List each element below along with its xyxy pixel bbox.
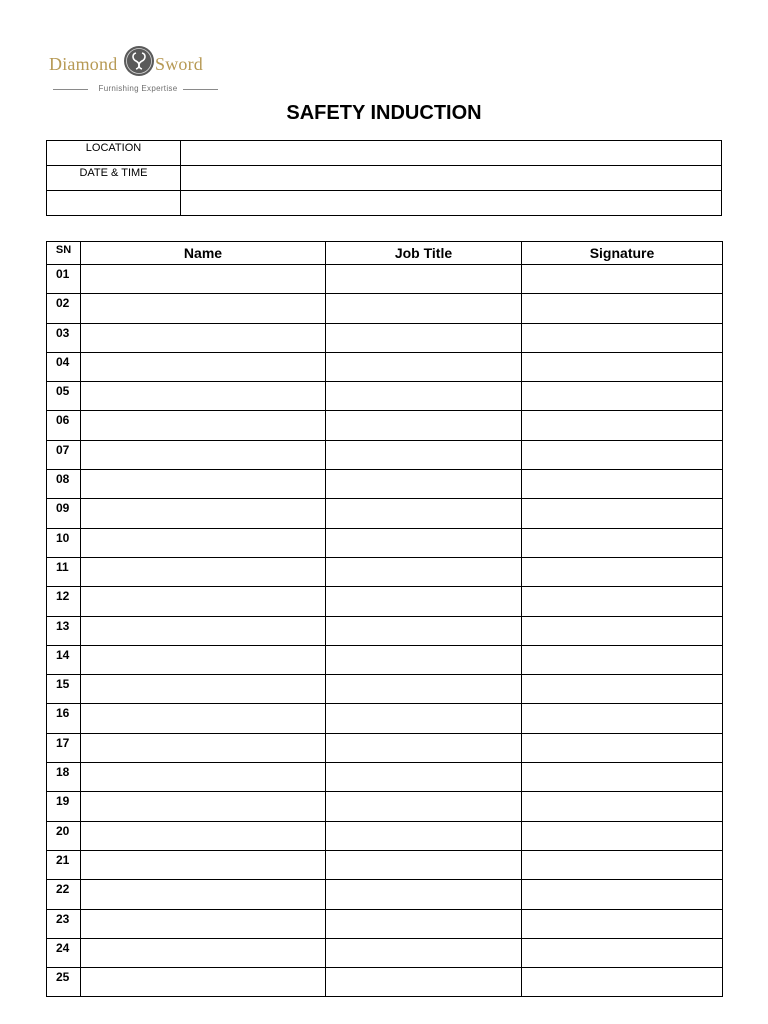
signature-cell[interactable] <box>522 821 723 850</box>
job-title-cell[interactable] <box>326 411 522 440</box>
row-sn: 08 <box>47 470 81 499</box>
attendance-rows <box>47 265 723 997</box>
signature-cell[interactable] <box>522 938 723 967</box>
job-title-cell[interactable] <box>326 528 522 557</box>
signature-cell[interactable] <box>522 909 723 938</box>
job-title-cell[interactable] <box>326 850 522 879</box>
table-row <box>47 528 723 557</box>
info-row-location <box>47 141 722 166</box>
signature-cell[interactable] <box>522 645 723 674</box>
name-cell[interactable] <box>81 968 326 997</box>
row-sn: 20 <box>47 821 81 850</box>
info-row-blank <box>47 191 722 216</box>
name-cell[interactable] <box>81 616 326 645</box>
name-cell[interactable] <box>81 821 326 850</box>
logo-wordmark-right: Sword <box>155 54 204 74</box>
signature-cell[interactable] <box>522 265 723 294</box>
table-row <box>47 821 723 850</box>
table-row <box>47 850 723 879</box>
job-title-cell[interactable] <box>326 821 522 850</box>
name-cell[interactable] <box>81 645 326 674</box>
table-row <box>47 323 723 352</box>
row-sn: 03 <box>47 323 81 352</box>
signature-cell[interactable] <box>522 968 723 997</box>
job-title-cell[interactable] <box>326 880 522 909</box>
table-row <box>47 909 723 938</box>
signature-cell[interactable] <box>522 675 723 704</box>
tagline-divider-right <box>183 89 218 90</box>
row-sn: 18 <box>47 763 81 792</box>
name-cell[interactable] <box>81 704 326 733</box>
job-title-cell[interactable] <box>326 294 522 323</box>
signature-cell[interactable] <box>522 440 723 469</box>
job-title-cell[interactable] <box>326 616 522 645</box>
row-sn: 10 <box>47 528 81 557</box>
company-logo <box>48 42 218 98</box>
signature-cell[interactable] <box>522 850 723 879</box>
name-cell[interactable] <box>81 352 326 381</box>
name-cell[interactable] <box>81 440 326 469</box>
table-row <box>47 557 723 586</box>
location-label: LOCATION <box>47 141 181 166</box>
name-cell[interactable] <box>81 323 326 352</box>
job-title-cell[interactable] <box>326 323 522 352</box>
table-row <box>47 499 723 528</box>
row-sn: 04 <box>47 352 81 381</box>
table-row <box>47 704 723 733</box>
location-field[interactable] <box>181 141 722 166</box>
attendance-header-row <box>47 242 723 265</box>
table-row <box>47 733 723 762</box>
table-row <box>47 382 723 411</box>
table-row <box>47 440 723 469</box>
row-sn: 23 <box>47 909 81 938</box>
job-title-cell[interactable] <box>326 675 522 704</box>
attendance-table <box>46 241 723 997</box>
signature-cell[interactable] <box>522 294 723 323</box>
signature-cell[interactable] <box>522 352 723 381</box>
job-title-column-header: Job Title <box>326 242 522 265</box>
job-title-cell[interactable] <box>326 587 522 616</box>
signature-cell[interactable] <box>522 528 723 557</box>
signature-cell[interactable] <box>522 557 723 586</box>
job-title-cell[interactable] <box>326 557 522 586</box>
table-row <box>47 968 723 997</box>
job-title-cell[interactable] <box>326 909 522 938</box>
name-column-header: Name <box>81 242 326 265</box>
signature-cell[interactable] <box>522 792 723 821</box>
signature-cell[interactable] <box>522 323 723 352</box>
signature-cell[interactable] <box>522 880 723 909</box>
row-sn: 14 <box>47 645 81 674</box>
table-row <box>47 792 723 821</box>
job-title-cell[interactable] <box>326 382 522 411</box>
name-cell[interactable] <box>81 675 326 704</box>
name-cell[interactable] <box>81 909 326 938</box>
signature-cell[interactable] <box>522 499 723 528</box>
table-row <box>47 587 723 616</box>
job-title-cell[interactable] <box>326 968 522 997</box>
row-sn: 09 <box>47 499 81 528</box>
name-cell[interactable] <box>81 792 326 821</box>
job-title-cell[interactable] <box>326 763 522 792</box>
name-cell[interactable] <box>81 499 326 528</box>
table-row <box>47 294 723 323</box>
signature-cell[interactable] <box>522 704 723 733</box>
blank-label <box>47 191 181 216</box>
name-cell[interactable] <box>81 470 326 499</box>
row-sn: 19 <box>47 792 81 821</box>
row-sn: 16 <box>47 704 81 733</box>
table-row <box>47 938 723 967</box>
logo-tagline: Furnishing Expertise <box>98 84 178 93</box>
row-sn: 02 <box>47 294 81 323</box>
name-cell[interactable] <box>81 294 326 323</box>
row-sn: 17 <box>47 733 81 762</box>
row-sn: 01 <box>47 265 81 294</box>
row-sn: 13 <box>47 616 81 645</box>
signature-cell[interactable] <box>522 587 723 616</box>
row-sn: 22 <box>47 880 81 909</box>
table-row <box>47 411 723 440</box>
table-row <box>47 265 723 294</box>
row-sn: 24 <box>47 938 81 967</box>
job-title-cell[interactable] <box>326 733 522 762</box>
table-row <box>47 616 723 645</box>
blank-field[interactable] <box>181 191 722 216</box>
logo-tagline-row <box>53 83 218 95</box>
date-time-label: DATE & TIME <box>47 166 181 191</box>
signature-cell[interactable] <box>522 411 723 440</box>
signature-cell[interactable] <box>522 763 723 792</box>
name-cell[interactable] <box>81 938 326 967</box>
job-title-cell[interactable] <box>326 792 522 821</box>
name-cell[interactable] <box>81 557 326 586</box>
row-sn: 21 <box>47 850 81 879</box>
signature-cell[interactable] <box>522 382 723 411</box>
table-row <box>47 352 723 381</box>
row-sn: 07 <box>47 440 81 469</box>
row-sn: 06 <box>47 411 81 440</box>
logo-wordmark-left: Diamond <box>49 54 118 74</box>
job-title-cell[interactable] <box>326 938 522 967</box>
name-cell[interactable] <box>81 528 326 557</box>
row-sn: 11 <box>47 557 81 586</box>
table-row <box>47 880 723 909</box>
name-cell[interactable] <box>81 763 326 792</box>
signature-cell[interactable] <box>522 733 723 762</box>
induction-info-table <box>46 140 722 216</box>
tagline-divider-left <box>53 89 88 90</box>
job-title-cell[interactable] <box>326 440 522 469</box>
job-title-cell[interactable] <box>326 265 522 294</box>
signature-cell[interactable] <box>522 470 723 499</box>
job-title-cell[interactable] <box>326 499 522 528</box>
signature-cell[interactable] <box>522 616 723 645</box>
name-cell[interactable] <box>81 733 326 762</box>
job-title-cell[interactable] <box>326 352 522 381</box>
row-sn: 12 <box>47 587 81 616</box>
table-row <box>47 763 723 792</box>
sn-column-header: SN <box>47 242 81 265</box>
name-cell[interactable] <box>81 265 326 294</box>
name-cell[interactable] <box>81 411 326 440</box>
signature-column-header: Signature <box>522 242 723 265</box>
job-title-cell[interactable] <box>326 470 522 499</box>
name-cell[interactable] <box>81 587 326 616</box>
row-sn: 15 <box>47 675 81 704</box>
name-cell[interactable] <box>81 880 326 909</box>
table-row <box>47 675 723 704</box>
info-row-date-time <box>47 166 722 191</box>
table-row <box>47 470 723 499</box>
row-sn: 25 <box>47 968 81 997</box>
logo-emblem-icon <box>123 45 155 77</box>
row-sn: 05 <box>47 382 81 411</box>
table-row <box>47 645 723 674</box>
name-cell[interactable] <box>81 850 326 879</box>
document-title: SAFETY INDUCTION <box>286 102 482 124</box>
date-time-field[interactable] <box>181 166 722 191</box>
job-title-cell[interactable] <box>326 645 522 674</box>
job-title-cell[interactable] <box>326 704 522 733</box>
name-cell[interactable] <box>81 382 326 411</box>
